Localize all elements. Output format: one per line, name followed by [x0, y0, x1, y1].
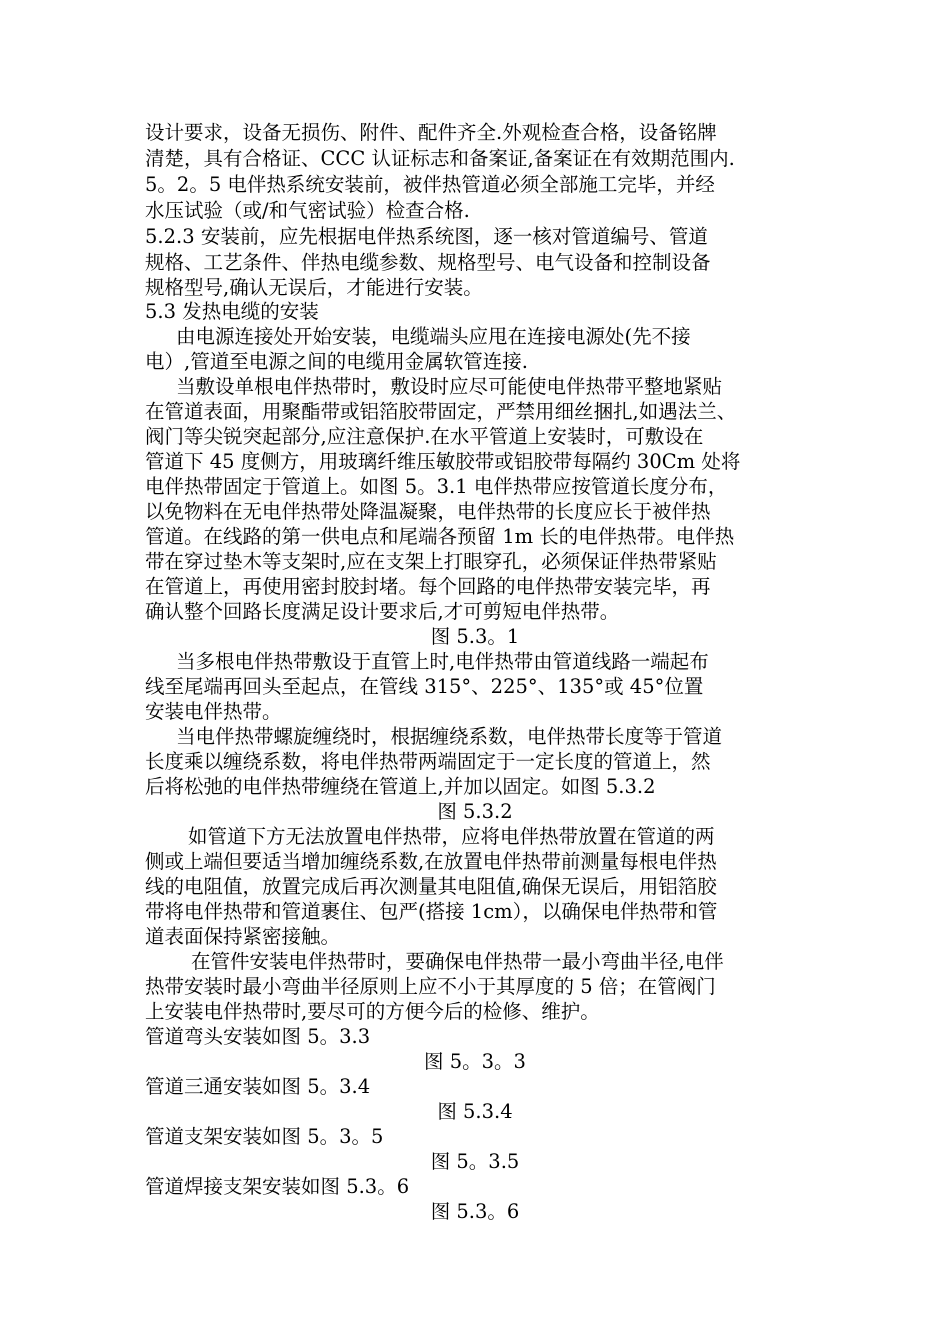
text-line: 电）,管道至电源之间的电缆用金属软管连接. — [145, 350, 528, 373]
text-line: 线的电阻值，放置完成后再次测量其电阻值,确保无误后，用铝箔胶 — [145, 875, 717, 898]
text-line: 管道弯头安装如图 5。3.3 — [145, 1025, 371, 1048]
figure-caption: 图 5.3.4 — [437, 1100, 513, 1123]
text-line: 如管道下方无法放置电伴热带，应将电伴热带放置在管道的两 — [188, 825, 715, 848]
text-line: 长度乘以缠绕系数，将电伴热带两端固定于一定长度的管道上，然 — [145, 750, 711, 773]
text-line: 由电源连接处开始安装，电缆端头应甩在连接电源处(先不接 — [176, 325, 691, 348]
text-line: 在管件安装电伴热带时，要确保电伴热带一最小弯曲半径,电伴 — [191, 950, 724, 973]
text-line: 5.2.3 安装前，应先根据电伴热系统图，逐一核对管道编号、管道 — [145, 225, 708, 248]
text-line: 管道。在线路的第一供电点和尾端各预留 1m 长的电伴热带。电伴热 — [145, 525, 735, 548]
text-line: 上安装电伴热带时,要尽可的方便今后的检修、维护。 — [145, 1000, 600, 1023]
figure-caption: 图 5。3。3 — [424, 1050, 526, 1073]
text-line: 热带安装时最小弯曲半径原则上应不小于其厚度的 5 倍；在管阀门 — [145, 975, 716, 998]
figure-caption: 图 5。3.5 — [430, 1150, 520, 1173]
text-line: 规格、工艺条件、伴热电缆参数、规格型号、电气设备和控制设备 — [145, 251, 711, 274]
text-line: 管道焊接支架安装如图 5.3。6 — [145, 1175, 410, 1198]
text-line: 线至尾端再回头至起点，在管线 315°、225°、135°或 45°位置 — [145, 675, 704, 698]
text-line: 水压试验（或/和气密试验）检查合格. — [145, 199, 470, 222]
text-line: 规格型号,确认无误后，才能进行安装。 — [145, 276, 483, 299]
figure-caption: 图 5.3。1 — [430, 625, 520, 648]
text-line: 在管道上，再使用密封胶封堵。每个回路的电伴热带安装完毕，再 — [145, 575, 711, 598]
text-line: 阀门等尖锐突起部分,应注意保护.在水平管道上安装时，可敷设在 — [145, 425, 704, 448]
text-line: 安装电伴热带。 — [145, 700, 282, 723]
text-line: 侧或上端但要适当增加缠绕系数,在放置电伴热带前测量每根电伴热 — [145, 850, 717, 873]
text-line: 在管道表面，用聚酯带或铝箔胶带固定，严禁用细丝捆扎,如遇法兰、 — [145, 400, 737, 423]
figure-caption: 图 5.3。6 — [430, 1200, 520, 1223]
text-line: 带在穿过垫木等支架时,应在支架上打眼穿孔，必须保证伴热带紧贴 — [145, 550, 717, 573]
text-line: 当电伴热带螺旋缠绕时，根据缠绕系数，电伴热带长度等于管道 — [176, 725, 723, 748]
text-line: 以免物料在无电伴热带处降温凝聚，电伴热带的长度应长于被伴热 — [145, 500, 711, 523]
text-line: 后将松弛的电伴热带缠绕在管道上,并加以固定。如图 5.3.2 — [145, 775, 656, 798]
text-line: 确认整个回路长度满足设计要求后,才可剪短电伴热带。 — [145, 600, 620, 623]
section-heading: 5.3 发热电缆的安装 — [145, 300, 319, 323]
text-line: 带将电伴热带和管道裹住、包严(搭接 1cm），以确保电伴热带和管 — [145, 900, 718, 923]
text-line: 当敷设单根电伴热带时，敷设时应尽可能使电伴热带平整地紧贴 — [176, 375, 723, 398]
text-line: 管道下 45 度侧方，用玻璃纤维压敏胶带或铝胶带每隔约 30Cm 处将 — [145, 450, 741, 473]
text-line: 管道三通安装如图 5。3.4 — [145, 1075, 371, 1098]
text-line: 管道支架安装如图 5。3。5 — [145, 1125, 384, 1148]
text-line: 设计要求，设备无损伤、附件、配件齐全.外观检查合格，设备铭牌 — [145, 121, 717, 144]
text-line: 清楚，具有合格证、CCC 认证标志和备案证,备案证在有效期范围内. — [145, 147, 735, 170]
text-line: 5。2。5 电伴热系统安装前，被伴热管道必须全部施工完毕，并经 — [145, 173, 715, 196]
text-line: 当多根电伴热带敷设于直管上时,电伴热带由管道线路一端起布 — [176, 650, 709, 673]
figure-caption: 图 5.3.2 — [437, 800, 513, 823]
text-line: 道表面保持紧密接触。 — [145, 925, 341, 948]
text-line: 电伴热带固定于管道上。如图 5。3.1 电伴热带应按管道长度分布， — [145, 475, 728, 498]
